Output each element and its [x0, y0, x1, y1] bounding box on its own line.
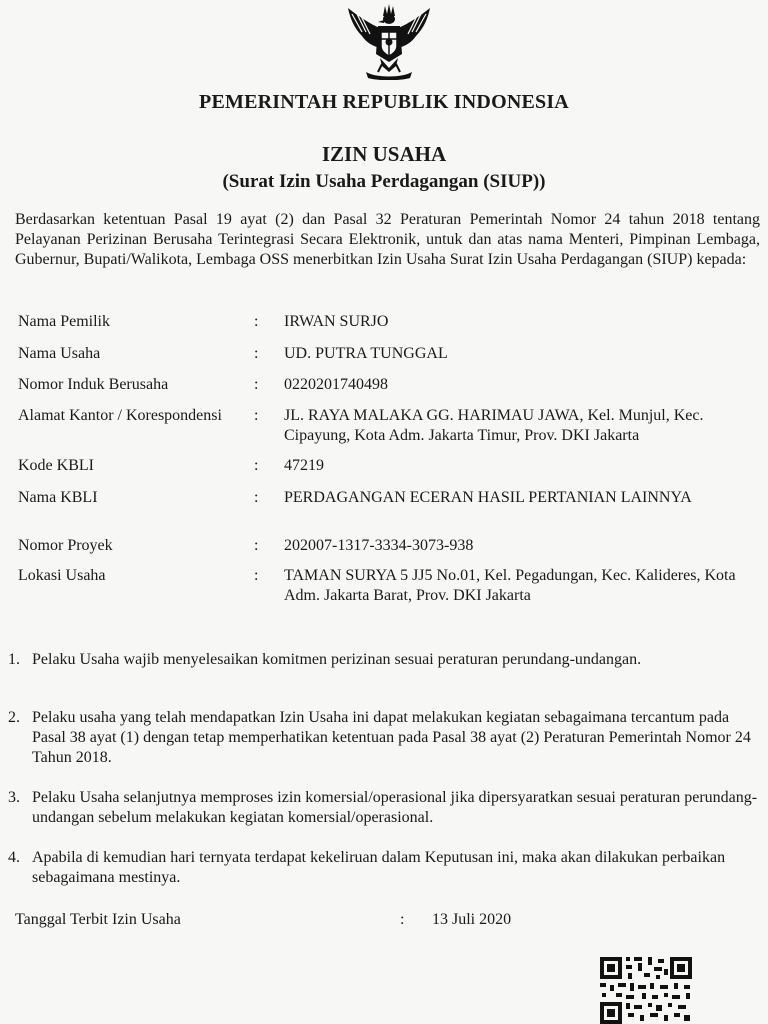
note-number: 3.: [8, 789, 20, 806]
field-colon: :: [254, 313, 259, 330]
government-title: PEMERINTAH REPUBLIK INDONESIA: [199, 91, 569, 113]
field-label: Nomor Proyek: [18, 537, 113, 554]
field-label: Nama Usaha: [18, 345, 101, 362]
note-number: 2.: [8, 709, 20, 726]
note-number: 1.: [8, 651, 20, 668]
field-colon: :: [254, 537, 259, 554]
note-text: Pelaku usaha yang telah mendapatkan Izin Usaha ini dapat melakukan kegiatan sebagaimana tercantum pada Pasal 38 ayat (1) dengan tetap memperhatikan ketentuan pada Pasal 38 ayat (2) Peraturan Pemerintah Nomor 24 Tahun 2018.: [32, 709, 751, 766]
field-colon: :: [254, 407, 259, 424]
qr-code-icon: [598, 955, 694, 1024]
field-colon: :: [254, 489, 259, 506]
document-subtitle: (Surat Izin Usaha Perdagangan (SIUP)): [222, 171, 546, 192]
field-colon: :: [254, 457, 259, 474]
field-colon: :: [254, 345, 259, 362]
field-label: Nomor Induk Berusaha: [18, 376, 169, 393]
field-value: TAMAN SURYA 5 JJ5 No.01, Kel. Pegadungan, Kec. Kalideres, Kota Adm. Jakarta Barat, Prov. DKI Jakarta: [284, 567, 736, 604]
note-number: 4.: [8, 849, 20, 866]
field-value: UD. PUTRA TUNGGAL: [284, 345, 448, 362]
field-value: IRWAN SURJO: [284, 313, 389, 330]
note-text: Pelaku Usaha selanjutnya memproses izin komersial/operasional jika dipersyaratkan sesuai peraturan perundang-undangan sebelum melakukan kegiatan komersial/operasional.: [32, 789, 758, 826]
issue-date-label: Tanggal Terbit Izin Usaha: [15, 911, 181, 928]
intro-paragraph: Berdasarkan ketentuan Pasal 19 ayat (2) dan Pasal 32 Peraturan Pemerintah Nomor 24 tahun 2018 tentang Pelayanan Perizinan Berusaha Terintegrasi Secara Elektronik, untuk dan atas nama Menteri, Pimpinan Lembaga, Gubernur, Bupati/Walikota, Lembaga OSS menerbitkan Izin Usaha Surat Izin Usaha Perdagangan (SIUP) kepada:: [15, 211, 760, 268]
field-value: 0220201740498: [284, 376, 388, 393]
field-label: Kode KBLI: [18, 457, 94, 474]
field-label: Alamat Kantor / Korespondensi: [18, 407, 222, 424]
field-label: Nama Pemilik: [18, 313, 110, 330]
field-label: Nama KBLI: [18, 489, 98, 506]
note-text: Apabila di kemudian hari ternyata terdapat kekeliruan dalam Keputusan ini, maka akan dilakukan perbaikan sebagaimana mestinya.: [32, 849, 726, 886]
document-title: IZIN USAHA: [321, 142, 447, 166]
field-value: PERDAGANGAN ECERAN HASIL PERTANIAN LAINNYA: [284, 489, 692, 506]
issue-date-colon: :: [400, 911, 405, 928]
field-colon: :: [254, 567, 259, 584]
field-colon: :: [254, 376, 259, 393]
note-text: Pelaku Usaha wajib menyelesaikan komitmen perizinan sesuai peraturan perundang-undangan.: [32, 651, 642, 668]
garuda-emblem-icon: [340, 2, 438, 80]
issue-date-value: 13 Juli 2020: [432, 911, 512, 928]
field-label: Lokasi Usaha: [18, 567, 106, 584]
field-value: 202007-1317-3334-3073-938: [284, 537, 474, 554]
field-value: 47219: [284, 457, 324, 474]
field-value: JL. RAYA MALAKA GG. HARIMAU JAWA, Kel. Munjul, Kec. Cipayung, Kota Adm. Jakarta Timur, Prov. DKI Jakarta: [284, 407, 704, 444]
